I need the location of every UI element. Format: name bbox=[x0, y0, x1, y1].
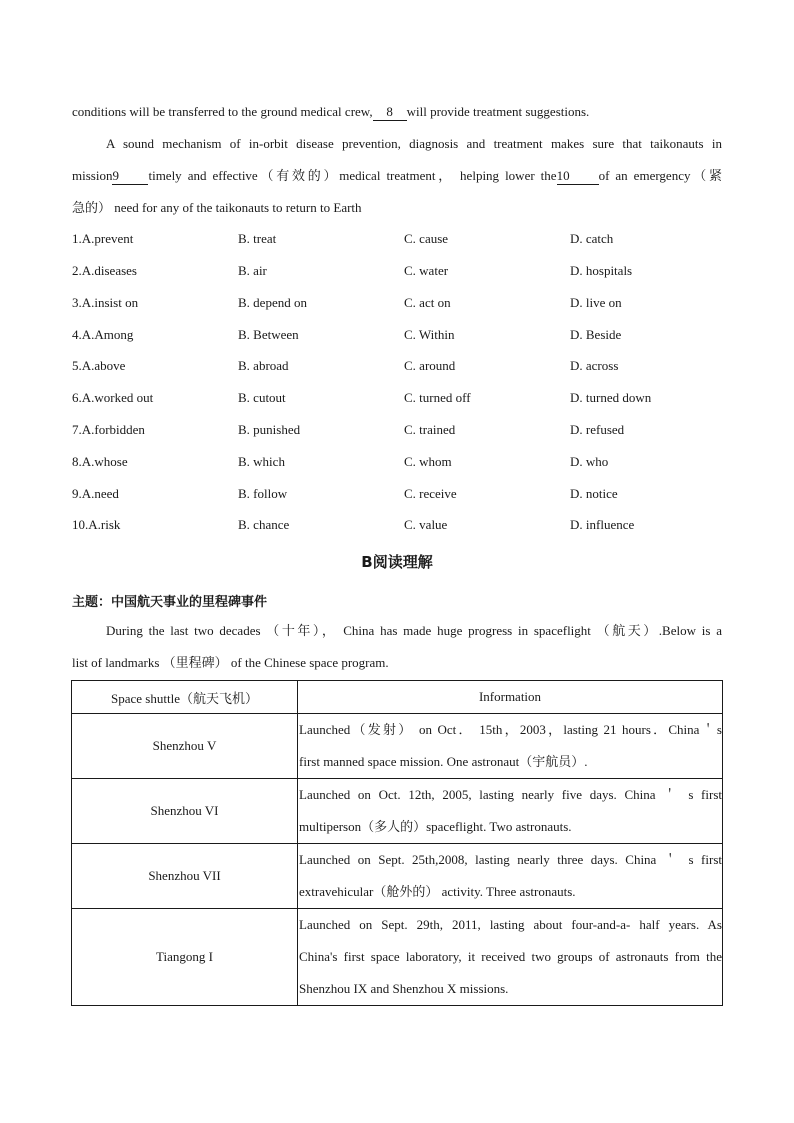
option-d: D. across bbox=[570, 358, 619, 373]
option-c: C. trained bbox=[404, 422, 456, 437]
passage-text: of an emergency（紧 bbox=[598, 168, 722, 183]
header-shuttle: Space shuttle（航天飞机） bbox=[72, 681, 298, 714]
option-a: 4.A.Among bbox=[72, 327, 134, 342]
blank-8: 8 bbox=[373, 104, 407, 121]
passage-text: conditions will be transferred to the ground medical crew, bbox=[72, 104, 373, 119]
option-d: D. refused bbox=[570, 422, 625, 437]
shuttle-info: Launched on Oct. 12th, 2005, lasting nearly five days. China ＇ s first multiperson（多人的）spaceflight. Two astronauts. bbox=[298, 779, 723, 844]
option-a: 7.A.forbidden bbox=[72, 422, 145, 437]
option-c: C. value bbox=[404, 517, 448, 532]
table-header-row bbox=[72, 681, 723, 714]
option-c: C. act on bbox=[404, 295, 451, 310]
question-row bbox=[72, 325, 722, 345]
shuttle-name: Shenzhou VII bbox=[72, 844, 298, 909]
option-b: B. air bbox=[238, 263, 267, 278]
option-c: C. turned off bbox=[404, 390, 471, 405]
option-d: D. catch bbox=[570, 231, 614, 246]
option-c: C. whom bbox=[404, 454, 452, 469]
shuttle-info: Launched on Sept. 29th, 2011, lasting about four-and-a- half years. As China's first space laboratory, it received two groups of astronauts from the Shenzhou IX and Shenzhou X missions. bbox=[298, 909, 723, 1006]
question-row bbox=[72, 293, 722, 313]
option-d: D. influence bbox=[570, 517, 635, 532]
shuttle-name: Shenzhou VI bbox=[72, 779, 298, 844]
option-d: D. hospitals bbox=[570, 263, 633, 278]
passage-text: will provide treatment suggestions. bbox=[406, 104, 590, 119]
option-b: B. depend on bbox=[238, 295, 307, 310]
option-a: 6.A.worked out bbox=[72, 390, 154, 405]
question-row bbox=[72, 229, 722, 249]
option-d: D. turned down bbox=[570, 390, 652, 405]
passage-line-3 bbox=[72, 166, 722, 186]
option-a: 5.A.above bbox=[72, 358, 126, 373]
option-c: C. water bbox=[404, 263, 449, 278]
option-d: D. who bbox=[570, 454, 609, 469]
option-a: 3.A.insist on bbox=[72, 295, 139, 310]
option-c: C. Within bbox=[404, 327, 455, 342]
question-row bbox=[72, 261, 722, 281]
intro-line-1: During the last two decades （十年）， China has made huge progress in spaceflight （航天）.Below is a bbox=[106, 623, 722, 638]
option-a: 8.A.whose bbox=[72, 454, 128, 469]
option-c: C. cause bbox=[404, 231, 449, 246]
option-c: C. receive bbox=[404, 486, 457, 501]
table-row bbox=[72, 779, 723, 844]
option-b: B. follow bbox=[238, 486, 288, 501]
option-a: 9.A.need bbox=[72, 486, 119, 501]
option-a: 10.A.risk bbox=[72, 517, 121, 532]
question-row bbox=[72, 515, 722, 535]
table-row bbox=[72, 844, 723, 909]
header-information: Information bbox=[298, 681, 723, 714]
intro-line-2: list of landmarks （里程碑） of the Chinese space program. bbox=[72, 655, 389, 670]
option-b: B. chance bbox=[238, 517, 290, 532]
option-a: 1.A.prevent bbox=[72, 231, 134, 246]
option-a: 2.A.diseases bbox=[72, 263, 137, 278]
table-row bbox=[72, 714, 723, 779]
question-row bbox=[72, 484, 722, 504]
option-d: D. live on bbox=[570, 295, 622, 310]
option-b: B. which bbox=[238, 454, 285, 469]
landmarks-table bbox=[71, 680, 723, 1006]
option-d: D. notice bbox=[570, 486, 618, 501]
option-b: B. treat bbox=[238, 231, 277, 246]
passage-line-2: A sound mechanism of in-orbit disease prevention, diagnosis and treatment makes sure that taikonauts in bbox=[106, 136, 722, 151]
question-row bbox=[72, 388, 722, 408]
option-b: B. abroad bbox=[238, 358, 289, 373]
option-b: B. punished bbox=[238, 422, 301, 437]
passage-line-4: 急的） need for any of the taikonauts to return to Earth bbox=[72, 200, 362, 215]
passage-text: mission bbox=[72, 168, 113, 183]
option-b: B. Between bbox=[238, 327, 299, 342]
question-row bbox=[72, 452, 722, 472]
option-d: D. Beside bbox=[570, 327, 622, 342]
passage-text: timely and effective（有效的）medical treatment， helping lower the bbox=[148, 168, 557, 183]
option-b: B. cutout bbox=[238, 390, 286, 405]
section-theme: 主题：中国航天事业的里程碑事件 bbox=[72, 595, 268, 610]
question-row bbox=[72, 356, 722, 376]
passage-line-1 bbox=[72, 102, 722, 122]
option-c: C. around bbox=[404, 358, 456, 373]
shuttle-info: Launched（发射） on Oct． 15th，2003，lasting 21 hours．China＇s first manned space mission. One astronaut（宇航员）. bbox=[298, 714, 723, 779]
shuttle-name: Shenzhou V bbox=[72, 714, 298, 779]
blank-9: 9 bbox=[112, 168, 148, 185]
shuttle-info: Launched on Sept. 25th,2008, lasting nearly three days. China ＇ s first extravehicular（舱外的） activity. Three astronauts. bbox=[298, 844, 723, 909]
section-title: B阅读理解 bbox=[361, 553, 433, 571]
table-row bbox=[72, 909, 723, 1006]
question-row bbox=[72, 420, 722, 440]
blank-10: 10 bbox=[557, 168, 599, 185]
shuttle-name: Tiangong I bbox=[72, 909, 298, 1006]
